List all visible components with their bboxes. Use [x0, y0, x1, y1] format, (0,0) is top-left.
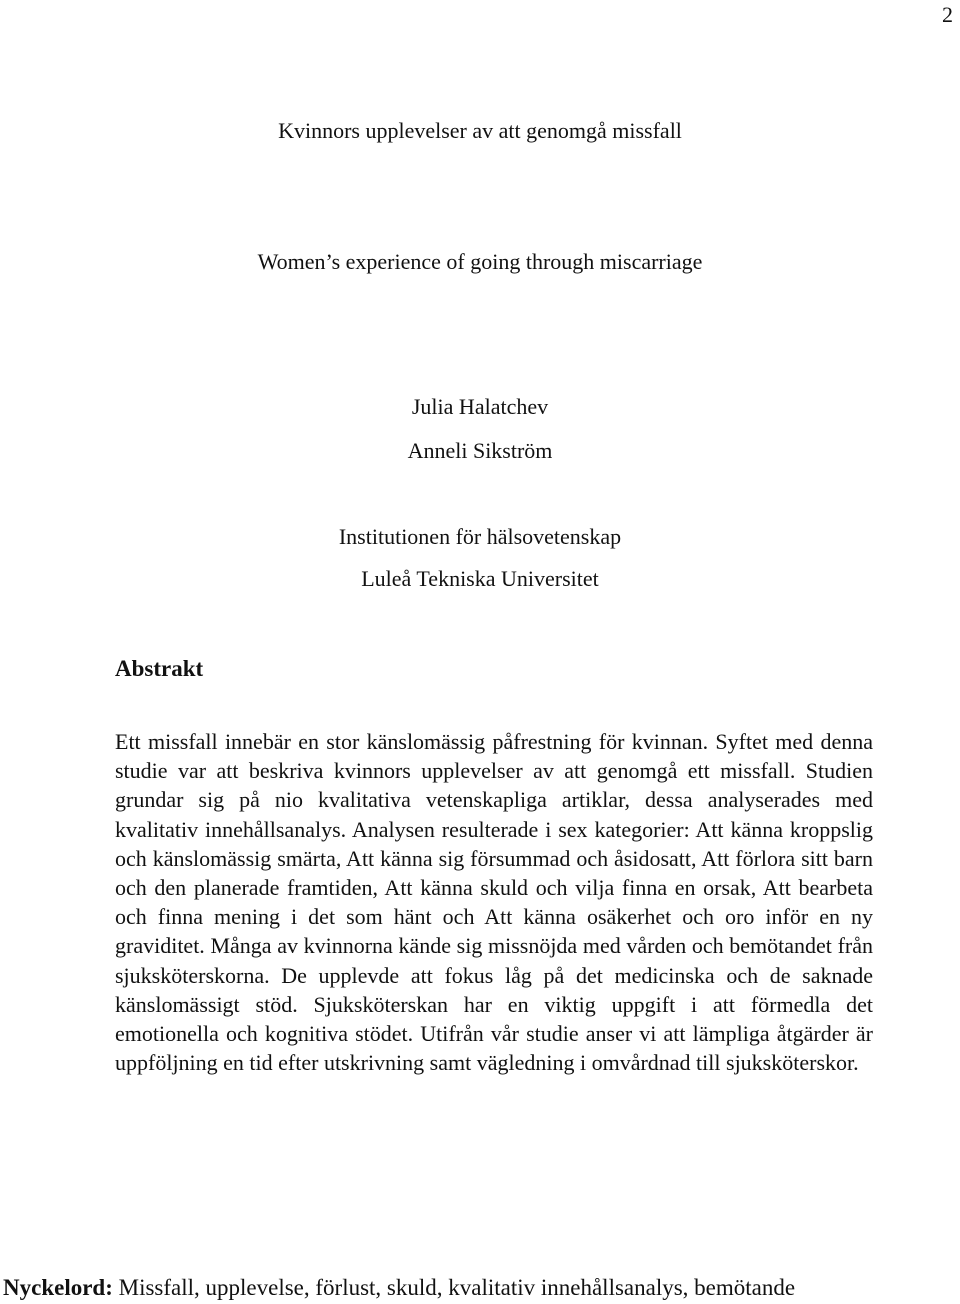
author-name: Julia Halatchev — [411, 394, 549, 419]
keywords-label: Nyckelord: — [3, 1275, 113, 1300]
author-name: Anneli Sikström — [407, 438, 553, 463]
title-english: Women’s experience of going through miscarriage — [257, 249, 703, 274]
department-name: Institutionen för hälsovetenskap — [338, 524, 622, 549]
keywords-line — [3, 1274, 795, 1302]
keywords-text: Missfall, upplevelse, förlust, skuld, kvalitativ innehållsanalys, bemötande — [112, 1275, 796, 1300]
page-number: 2 — [942, 2, 953, 27]
title-swedish: Kvinnors upplevelser av att genomgå missfall — [278, 118, 682, 143]
abstract-heading: Abstrakt — [115, 656, 204, 681]
abstract-body: Ett missfall innebär en stor känslomässig påfrestning för kvinnan. Syftet med denna studie var att beskriva kvinnors upplevelser av att genomgå ett missfall. Studien grundar sig på nio kvalitativa vetenskapliga artiklar, dessa analyserades med kvalitativ innehållsanalys. Analysen resulterade i sex kategorier: Att känna kroppslig och känslomässig smärta, Att känna sig försummad och åsidosatt, Att förlora sitt barn och den planerade framtiden, Att känna skuld och vilja finna en orsak, Att bearbeta och finna mening i det som hänt och Att känna osäkerhet och oro inför en ny graviditet. Många av kvinnorna kände sig missnöjda med vården och bemötandet från sjuksköterskorna. De upplevde att fokus låg på det medicinska och de saknade känslomässigt stöd. Sjuksköterskan har en viktig uppgift i att förmedla det emotionella och kognitiva stödet. Utifrån vår studie anser vi att lämpliga åtgärder är uppföljning en tid efter utskrivning samt vägledning i omvårdnad till sjuksköterskor. — [115, 729, 873, 1076]
university-name: Luleå Tekniska Universitet — [361, 566, 599, 591]
